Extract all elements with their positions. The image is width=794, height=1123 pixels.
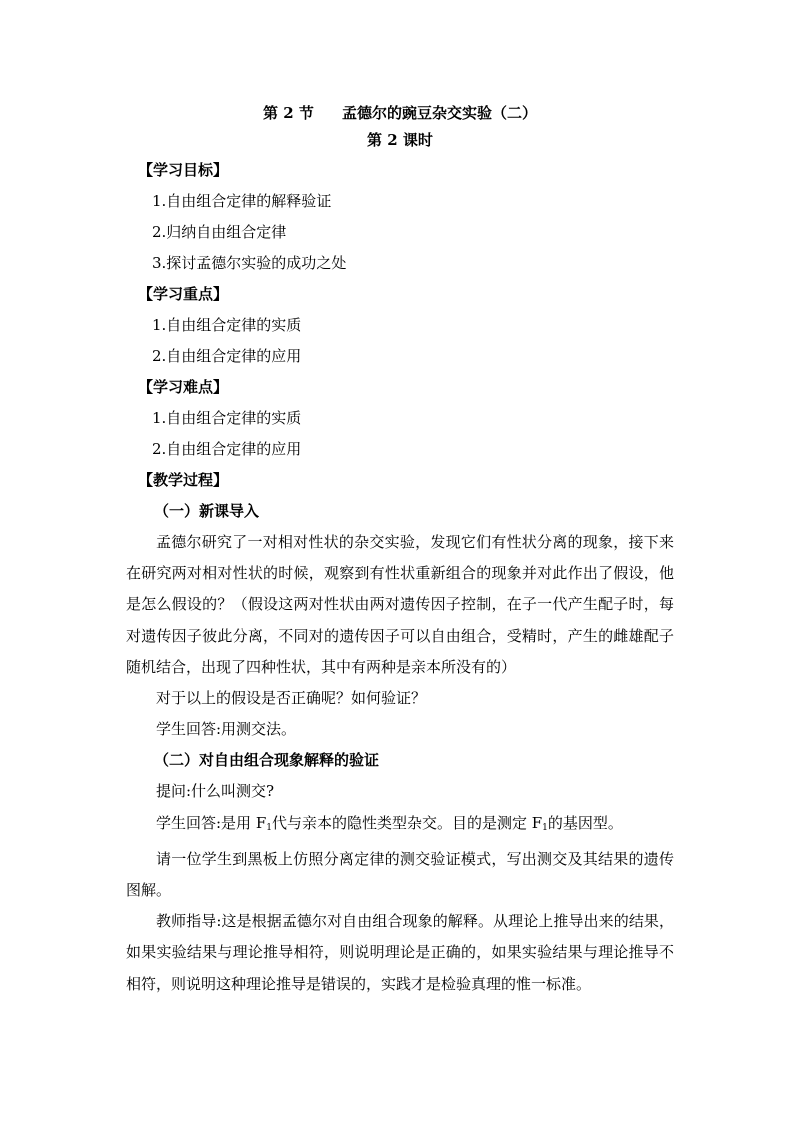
objective-item: 2.归纳自由组合定律 — [152, 223, 287, 241]
document-content — [120, 99, 680, 1000]
paragraph: 学生回答:用测交法。 — [156, 720, 297, 739]
subscript: 1 — [542, 822, 548, 833]
objective-item: 3.探讨孟德尔实验的成功之处 — [152, 254, 347, 272]
part1-heading: （一）新课导入 — [154, 502, 260, 520]
page-title — [120, 101, 680, 125]
difficulty-item: 2.自由组合定律的应用 — [152, 440, 302, 458]
objective-item: 1.自由组合定律的解释验证 — [152, 192, 332, 210]
paragraph: 对于以上的假设是否正确呢？如何验证？ — [156, 689, 427, 708]
difficulty-item: 1.自由组合定律的实质 — [152, 409, 302, 427]
part2-body — [120, 776, 680, 999]
paragraph: 教师指导:这是根据孟德尔对自由组合现象的解释。从理论上推导出来的结果，如果实验结果与理论推导相符，则说明理论是正确的，如果实验结果与理论推导不相符，则说明这种理论推导是错误的，实践才是检验真理的惟一标准。 — [126, 912, 674, 993]
objectives-heading: 【学习目标】 — [138, 161, 229, 179]
paragraph: 孟德尔研究了一对相对性状的杂交实验，发现它们有性状分离的现象，接下来在研究两对相对性状的时候，观察到有性状重新组合的现象并对此作出了假设，他是怎么假设的？（假设这两对性状由两对遗传因子控制，在子一代产生配子时，每对遗传因子彼此分离，不同对的遗传因子可以自由组合，受精时，产生的雌雄配子随机结合，出现了四种性状，其中有两种是亲本所没有的） — [126, 533, 674, 676]
key-point-item: 1.自由组合定律的实质 — [152, 316, 302, 334]
section-number: 第 2 节 — [263, 104, 314, 122]
paragraph — [126, 808, 674, 844]
key-points-heading: 【学习重点】 — [138, 285, 229, 303]
process-heading: 【教学过程】 — [138, 471, 229, 489]
section-title: 孟德尔的豌豆杂交实验（二） — [341, 104, 537, 122]
text-run: 的基因型。 — [547, 813, 623, 832]
difficulties-heading: 【学习难点】 — [138, 378, 229, 396]
part2-heading: （二）对自由组合现象解释的验证 — [154, 751, 380, 770]
lesson-subtitle: 第 2 课时 — [367, 131, 433, 149]
text-run: 代与亲本的隐性类型杂交。目的是测定 F — [271, 813, 543, 832]
paragraph: 请一位学生到黑板上仿照分离定律的测交验证模式，写出测交及其结果的遗传图解。 — [126, 849, 674, 900]
paragraph: 提问:什么叫测交? — [156, 782, 275, 801]
key-point-item: 2.自由组合定律的应用 — [152, 347, 302, 365]
text-run: 学生回答:是用 F — [156, 813, 267, 832]
part1-body — [120, 527, 680, 745]
subscript: 1 — [266, 822, 272, 833]
